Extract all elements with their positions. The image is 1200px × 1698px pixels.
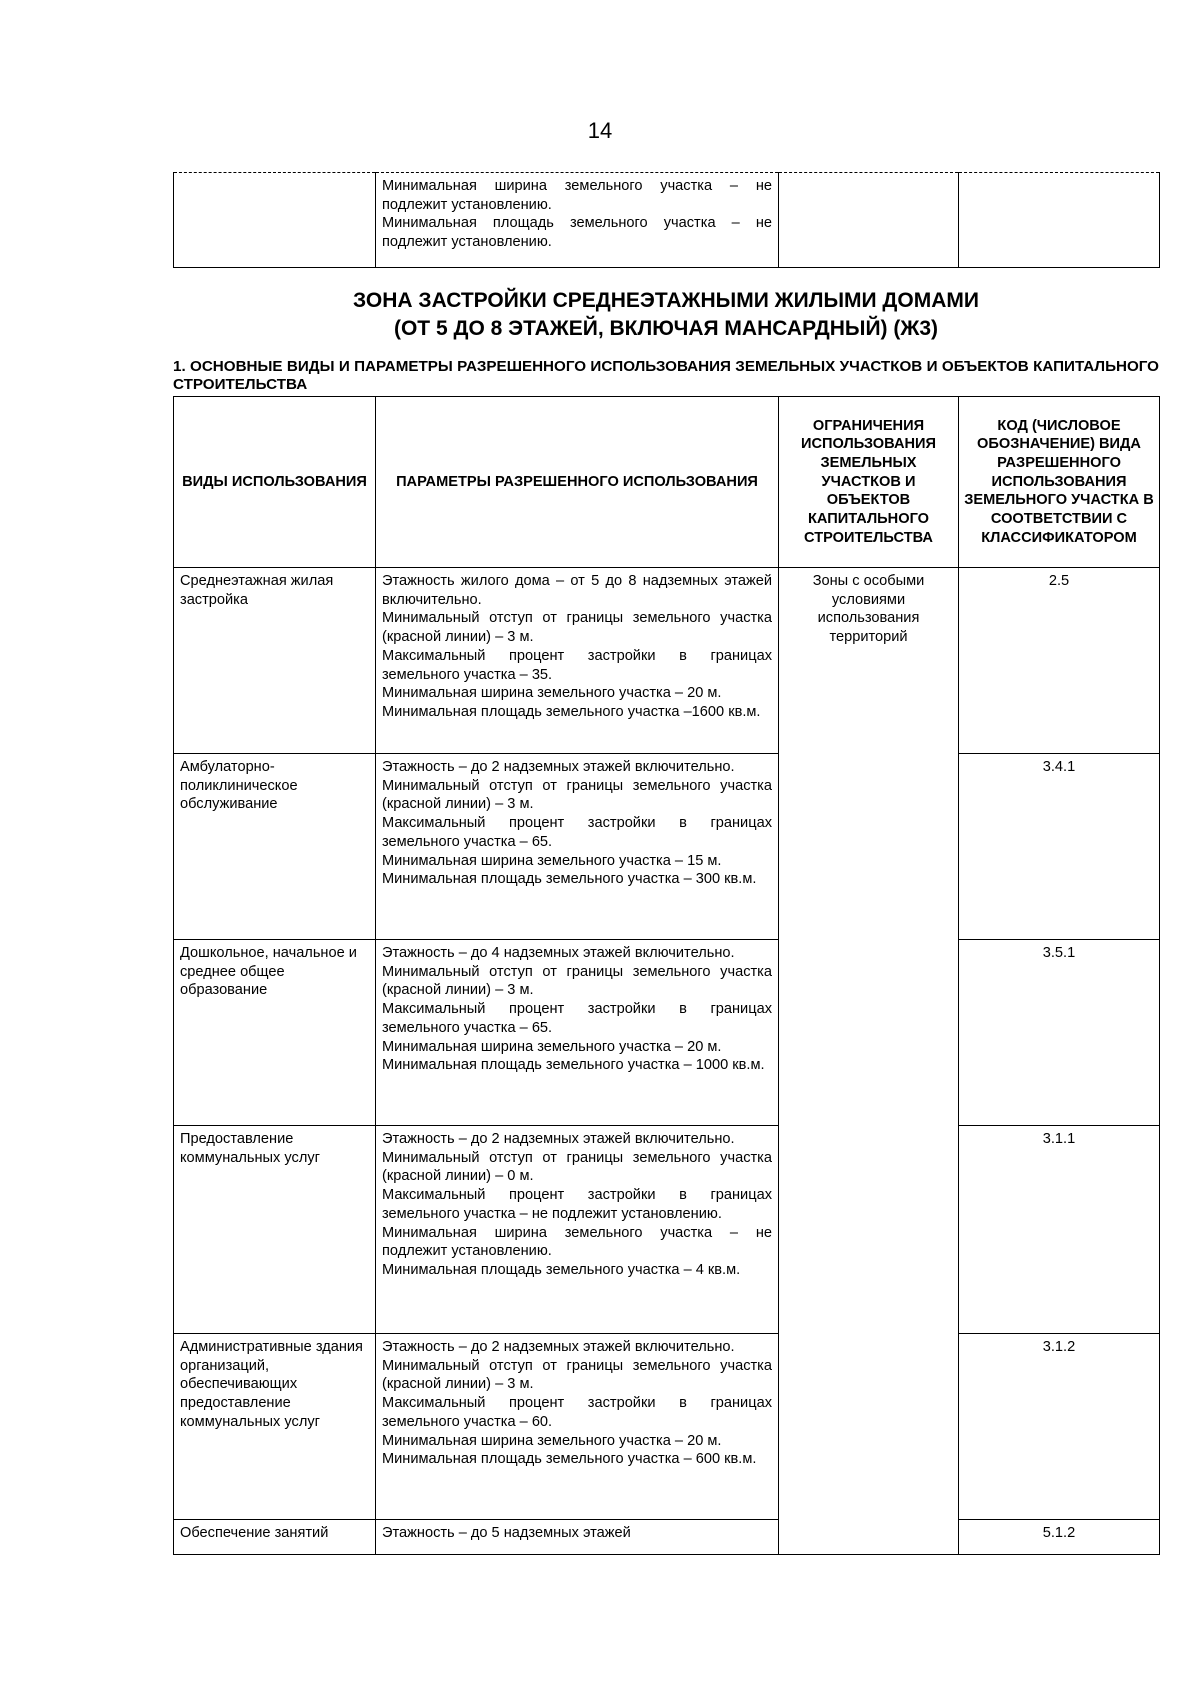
type-cell: Предоставление коммунальных услуг bbox=[174, 1126, 376, 1334]
param-line: Минимальная ширина земельного участка – не подлежит установлению. bbox=[382, 1224, 772, 1260]
param-line: Максимальный процент застройки в границах земельного участка – 65. bbox=[382, 815, 772, 850]
params-cell bbox=[376, 1334, 779, 1520]
section-heading: 1. ОСНОВНЫЕ ВИДЫ И ПАРАМЕТРЫ РАЗРЕШЕННОГО ИСПОЛЬЗОВАНИЯ ЗЕМЕЛЬНЫХ УЧАСТКОВ И ОБЪЕКТОВ КАПИТАЛЬНОГО СТРОИТЕЛЬСТВА bbox=[173, 358, 1159, 393]
param-line: Минимальная ширина земельного участка – 20 м. bbox=[382, 685, 722, 702]
params-cell bbox=[376, 754, 779, 940]
table-row bbox=[174, 568, 1160, 754]
param-line: Минимальная ширина земельного участка – 15 м. bbox=[382, 852, 722, 869]
param-line: Минимальный отступ от границы земельного участка (красной линии) – 3 м. bbox=[382, 963, 772, 999]
zone-title-line: ЗОНА ЗАСТРОЙКИ СРЕДНЕЭТАЖНЫМИ ЖИЛЫМИ ДОМАМИ bbox=[353, 289, 979, 312]
params-cell bbox=[376, 173, 779, 268]
params-cell bbox=[376, 568, 779, 754]
type-cell: Дошкольное, начальное и среднее общее образование bbox=[174, 940, 376, 1126]
type-cell: Обеспечение занятий bbox=[174, 1520, 376, 1555]
code-cell: 5.1.2 bbox=[959, 1520, 1160, 1555]
params-cell bbox=[376, 1126, 779, 1334]
table-row bbox=[174, 940, 1160, 1126]
page-number: 14 bbox=[587, 118, 613, 143]
param-line: Этажность – до 4 надземных этажей включительно. bbox=[382, 945, 735, 961]
header-code: КОД (ЧИСЛОВОЕ ОБОЗНАЧЕНИЕ) ВИДА РАЗРЕШЕННОГО ИСПОЛЬЗОВАНИЯ ЗЕМЕЛЬНОГО УЧАСТКА В СООТВЕТСТВИИ С КЛАССИФИКАТОРОМ bbox=[959, 397, 1160, 568]
type-cell: Административные здания организаций, обеспечивающих предоставление коммунальных услуг bbox=[174, 1334, 376, 1520]
code-cell: 3.5.1 bbox=[959, 940, 1160, 1126]
param-line: Минимальный отступ от границы земельного участка (красной линии) – 0 м. bbox=[382, 1149, 772, 1185]
param-line: Максимальный процент застройки в границах земельного участка – не подлежит установлению. bbox=[382, 1187, 772, 1222]
zone-title bbox=[173, 287, 1159, 343]
param-line: Минимальная площадь земельного участка – не подлежит установлению. bbox=[382, 215, 772, 251]
param-line: Этажность – до 2 надземных этажей включительно. bbox=[382, 1131, 735, 1147]
code-cell: 3.1.1 bbox=[959, 1126, 1160, 1334]
header-row bbox=[174, 397, 1160, 568]
zone-title-line: (ОТ 5 ДО 8 ЭТАЖЕЙ, ВКЛЮЧАЯ МАНСАРДНЫЙ) (Ж3) bbox=[393, 317, 939, 340]
param-line: Этажность жилого дома – от 5 до 8 надземных этажей включительно. bbox=[382, 573, 772, 608]
param-line: Минимальная площадь земельного участка –1600 кв.м. bbox=[382, 703, 761, 720]
table-row bbox=[174, 1334, 1160, 1520]
params-cell bbox=[376, 940, 779, 1126]
table-row bbox=[174, 1126, 1160, 1334]
param-line: Максимальный процент застройки в границах земельного участка – 65. bbox=[382, 1001, 772, 1036]
code-cell: 3.4.1 bbox=[959, 754, 1160, 940]
table-row bbox=[174, 1520, 1160, 1555]
header-params: ПАРАМЕТРЫ РАЗРЕШЕННОГО ИСПОЛЬЗОВАНИЯ bbox=[376, 397, 779, 568]
type-cell: Среднеэтажная жилая застройка bbox=[174, 568, 376, 754]
params-cell bbox=[376, 1520, 779, 1555]
restriction-cell bbox=[779, 173, 959, 268]
param-line: Этажность – до 2 надземных этажей включительно. bbox=[382, 759, 735, 775]
param-line: Минимальная ширина земельного участка – 20 м. bbox=[382, 1432, 722, 1449]
header-types: ВИДЫ ИСПОЛЬЗОВАНИЯ bbox=[174, 397, 376, 568]
code-cell bbox=[959, 173, 1160, 268]
header-restrictions: ОГРАНИЧЕНИЯ ИСПОЛЬЗОВАНИЯ ЗЕМЕЛЬНЫХ УЧАСТКОВ И ОБЪЕКТОВ КАПИТАЛЬНОГО СТРОИТЕЛЬСТВА bbox=[779, 397, 959, 568]
param-line: Этажность – до 5 надземных этажей bbox=[382, 1525, 631, 1541]
permitted-use-table bbox=[173, 396, 1160, 1555]
param-line: Минимальная ширина земельного участка – не подлежит установлению. bbox=[382, 178, 772, 213]
param-line: Минимальная площадь земельного участка – 300 кв.м. bbox=[382, 871, 757, 888]
code-cell: 3.1.2 bbox=[959, 1334, 1160, 1520]
param-line: Максимальный процент застройки в границах земельного участка – 35. bbox=[382, 647, 772, 683]
type-cell bbox=[174, 173, 376, 268]
table-row bbox=[174, 173, 1160, 268]
param-line: Минимальная ширина земельного участка – 20 м. bbox=[382, 1038, 722, 1055]
param-line: Минимальный отступ от границы земельного участка (красной линии) – 3 м. bbox=[382, 1357, 772, 1393]
param-line: Минимальный отступ от границы земельного участка (красной линии) – 3 м. bbox=[382, 610, 772, 646]
continuation-table bbox=[173, 172, 1160, 268]
param-line: Минимальная площадь земельного участка – 4 кв.м. bbox=[382, 1261, 741, 1278]
code-cell: 2.5 bbox=[959, 568, 1160, 754]
param-line: Этажность – до 2 надземных этажей включительно. bbox=[382, 1339, 735, 1355]
type-cell: Амбулаторно-поликлиническое обслуживание bbox=[174, 754, 376, 940]
table-row bbox=[174, 754, 1160, 940]
param-line: Минимальная площадь земельного участка – 600 кв.м. bbox=[382, 1451, 757, 1468]
restriction-cell: Зоны с особыми условиями использования территорий bbox=[779, 568, 959, 1555]
param-line: Минимальная площадь земельного участка – 1000 кв.м. bbox=[382, 1057, 765, 1074]
param-line: Максимальный процент застройки в границах земельного участка – 60. bbox=[382, 1395, 772, 1430]
param-line: Минимальный отступ от границы земельного участка (красной линии) – 3 м. bbox=[382, 777, 772, 813]
